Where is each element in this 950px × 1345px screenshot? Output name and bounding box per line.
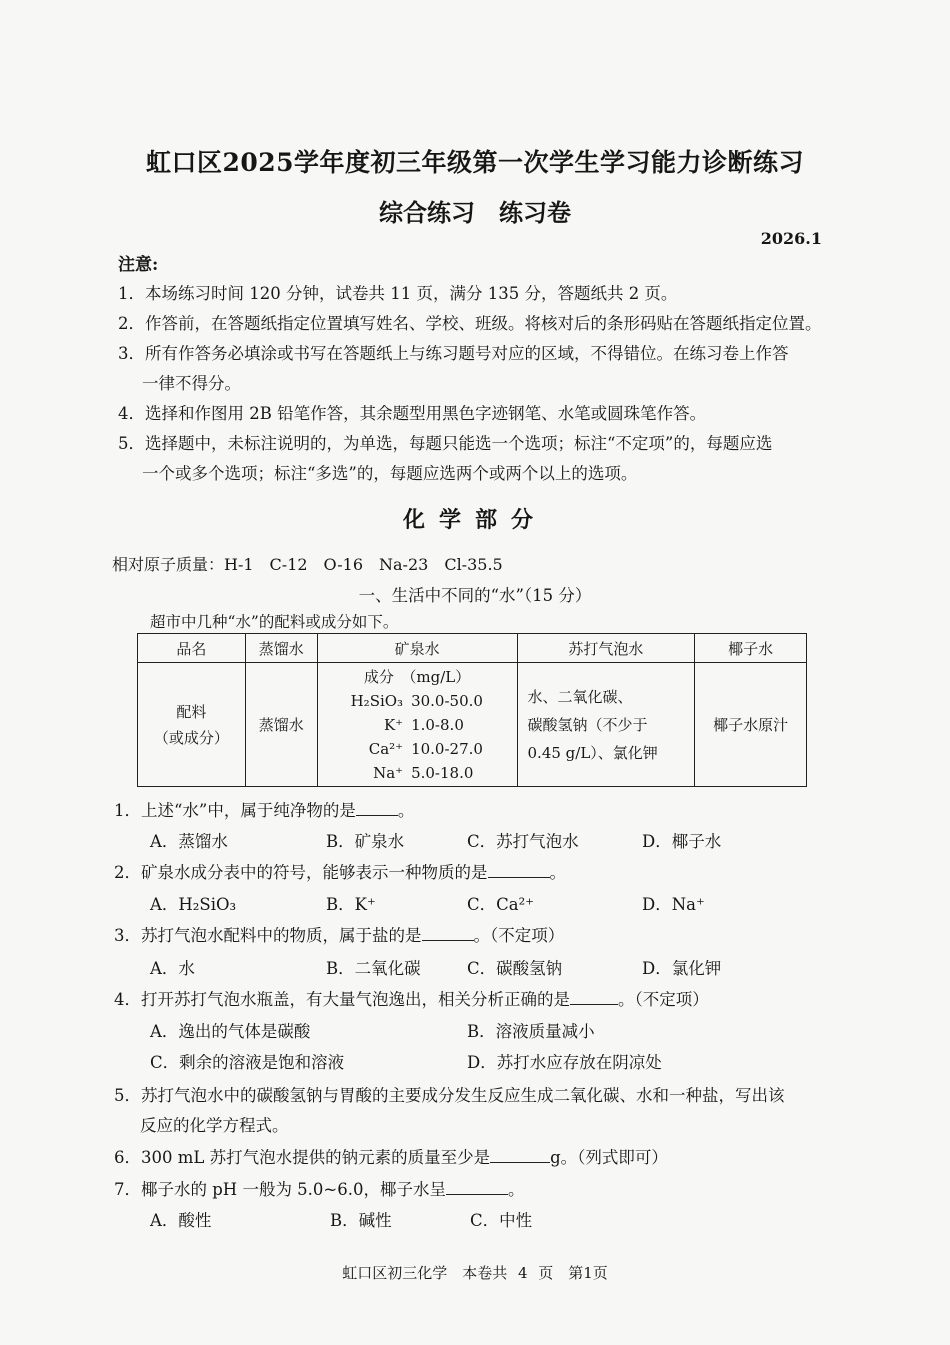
notice-item-3-cont: 一律不得分。 bbox=[142, 374, 241, 393]
soda-cell bbox=[517, 663, 695, 787]
notice-item-4: 4．选择和作图用 2B 铅笔作答，其余题型用黑色字迹钢笔、水笔或圆珠笔作答。 bbox=[118, 404, 707, 423]
option-a[interactable]: A．逸出的气体是碳酸 bbox=[150, 1022, 311, 1041]
question-stem: 3．苏打气泡水配料中的物质，属于盐的是 bbox=[114, 926, 422, 945]
table-header-row bbox=[138, 634, 807, 663]
question-end: 。 bbox=[549, 863, 566, 882]
question-6 bbox=[114, 1144, 668, 1168]
mineral-header: 成分 （mg/L） bbox=[363, 667, 471, 686]
question-5-cont: 反应的化学方程式。 bbox=[140, 1116, 289, 1135]
row-label-sub: （或成分） bbox=[153, 728, 229, 747]
option-b[interactable]: B．溶液质量减小 bbox=[467, 1022, 595, 1041]
question-stem: 7．椰子水的 pH 一般为 5.0~6.0，椰子水呈 bbox=[114, 1180, 446, 1199]
header-cell: 椰子水 bbox=[695, 634, 807, 663]
ion-range: 1.0-8.0 bbox=[411, 715, 464, 734]
option-d[interactable]: D．氯化钾 bbox=[642, 959, 722, 978]
question-2 bbox=[114, 859, 566, 883]
soda-line: 碳酸氢钠（不少于 bbox=[527, 715, 648, 734]
notice-item-1: 1．本场练习时间 120 分钟，试卷共 11 页，满分 135 分，答题纸共 2 页。 bbox=[118, 284, 678, 303]
question-end: g。（列式即可） bbox=[550, 1148, 668, 1167]
page-footer: 虹口区初三化学 本卷共 4 页 第1页 bbox=[342, 1264, 608, 1282]
question-stem: 6．300 mL 苏打气泡水提供的钠元素的质量至少是 bbox=[114, 1148, 491, 1167]
row-label-cell bbox=[138, 663, 246, 787]
option-a[interactable]: A．H₂SiO₃ bbox=[150, 895, 237, 914]
question-5: 5．苏打气泡水中的碳酸氢钠与胃酸的主要成分发生反应生成二氧化碳、水和一种盐，写出该 bbox=[114, 1086, 785, 1105]
option-a[interactable]: A．酸性 bbox=[150, 1211, 212, 1230]
ion-range: 10.0-27.0 bbox=[411, 739, 483, 758]
distilled-cell: 蒸馏水 bbox=[245, 663, 317, 787]
question-3 bbox=[114, 922, 564, 946]
notice-item-2: 2．作答前，在答题纸指定位置填写姓名、学校、班级。将核对后的条形码贴在答题纸指定位置。 bbox=[118, 314, 822, 333]
answer-blank[interactable] bbox=[356, 799, 398, 816]
exam-title: 虹口区2025学年度初三年级第一次学生学习能力诊断练习 bbox=[145, 148, 805, 177]
exam-subtitle: 综合练习 练习卷 bbox=[379, 198, 571, 227]
header-cell: 矿泉水 bbox=[317, 634, 517, 663]
ion-name: H₂SiO₃ bbox=[350, 691, 404, 710]
notice-item-5-cont: 一个或多个选项；标注“多选”的，每题应选两个或两个以上的选项。 bbox=[142, 464, 638, 483]
question-end: 。 bbox=[508, 1180, 525, 1199]
option-c[interactable]: C．Ca²⁺ bbox=[467, 895, 534, 914]
answer-blank[interactable] bbox=[570, 988, 618, 1005]
header-cell: 蒸馏水 bbox=[245, 634, 317, 663]
answer-blank[interactable] bbox=[490, 1146, 550, 1163]
option-d[interactable]: D．Na⁺ bbox=[642, 895, 705, 914]
option-b[interactable]: B．矿泉水 bbox=[326, 832, 405, 851]
question-end: 。 bbox=[397, 801, 415, 820]
option-d[interactable]: D．苏打水应存放在阴凉处 bbox=[467, 1053, 662, 1072]
option-b[interactable]: B．碱性 bbox=[330, 1211, 392, 1230]
section-title: 化学部分 bbox=[402, 507, 547, 533]
header-cell: 品名 bbox=[138, 634, 246, 663]
soda-line: 水、二氧化碳、 bbox=[527, 687, 633, 706]
header-cell: 苏打气泡水 bbox=[517, 634, 695, 663]
part-intro: 超市中几种“水”的配料或成分如下。 bbox=[150, 613, 399, 631]
mineral-cell bbox=[317, 663, 517, 787]
option-b[interactable]: B．二氧化碳 bbox=[326, 959, 421, 978]
answer-blank[interactable] bbox=[488, 861, 550, 878]
question-end: 。（不定项） bbox=[473, 926, 565, 945]
row-label-main: 配料 bbox=[176, 702, 207, 721]
notice-item-5: 5．选择题中，未标注说明的，为单选，每题只能选一个选项；标注“不定项”的，每题应选 bbox=[118, 434, 773, 453]
question-stem: 1．上述“水”中，属于纯净物的是 bbox=[114, 801, 356, 820]
soda-line: 0.45 g/L）、氯化钾 bbox=[527, 743, 658, 762]
mineral-row bbox=[318, 713, 517, 737]
question-4 bbox=[114, 986, 709, 1010]
option-a[interactable]: A．蒸馏水 bbox=[150, 832, 228, 851]
option-c[interactable]: C．碳酸氢钠 bbox=[467, 959, 563, 978]
answer-blank[interactable] bbox=[422, 924, 474, 941]
ion-range: 5.0-18.0 bbox=[411, 763, 474, 782]
option-c[interactable]: C．苏打气泡水 bbox=[467, 832, 579, 851]
question-stem: 2．矿泉水成分表中的符号，能够表示一种物质的是 bbox=[114, 863, 488, 882]
question-7 bbox=[114, 1176, 525, 1200]
ingredients-table bbox=[137, 633, 807, 787]
option-d[interactable]: D．椰子水 bbox=[642, 832, 722, 851]
mineral-row bbox=[318, 737, 517, 761]
notice-item-3: 3．所有作答务必填涂或书写在答题纸上与练习题号对应的区域，不得错位。在练习卷上作答 bbox=[118, 344, 789, 363]
coconut-cell: 椰子水原汁 bbox=[695, 663, 807, 787]
ion-range: 30.0-50.0 bbox=[411, 691, 483, 710]
answer-blank[interactable] bbox=[446, 1178, 508, 1195]
question-end: 。（不定项） bbox=[618, 990, 709, 1009]
question-1 bbox=[114, 797, 414, 821]
mineral-row bbox=[318, 689, 517, 713]
ion-name: Ca²⁺ bbox=[368, 739, 404, 758]
exam-date: 2026.1 bbox=[760, 229, 822, 248]
table-row bbox=[138, 663, 807, 787]
mineral-row bbox=[318, 761, 517, 785]
option-c[interactable]: C．剩余的溶液是饱和溶液 bbox=[150, 1053, 345, 1072]
atomic-mass-line: 相对原子质量：H-1 C-12 O-16 Na-23 Cl-35.5 bbox=[112, 555, 503, 574]
ion-name: K⁺ bbox=[383, 715, 404, 734]
option-a[interactable]: A．水 bbox=[150, 959, 195, 978]
part-title: 一、生活中不同的“水”（15 分） bbox=[358, 586, 592, 605]
option-c[interactable]: C．中性 bbox=[470, 1211, 533, 1230]
question-stem: 4．打开苏打气泡水瓶盖，有大量气泡逸出，相关分析正确的是 bbox=[114, 990, 570, 1009]
ion-name: Na⁺ bbox=[373, 763, 404, 782]
notice-heading: 注意: bbox=[118, 255, 159, 275]
option-b[interactable]: B．K⁺ bbox=[326, 895, 376, 914]
